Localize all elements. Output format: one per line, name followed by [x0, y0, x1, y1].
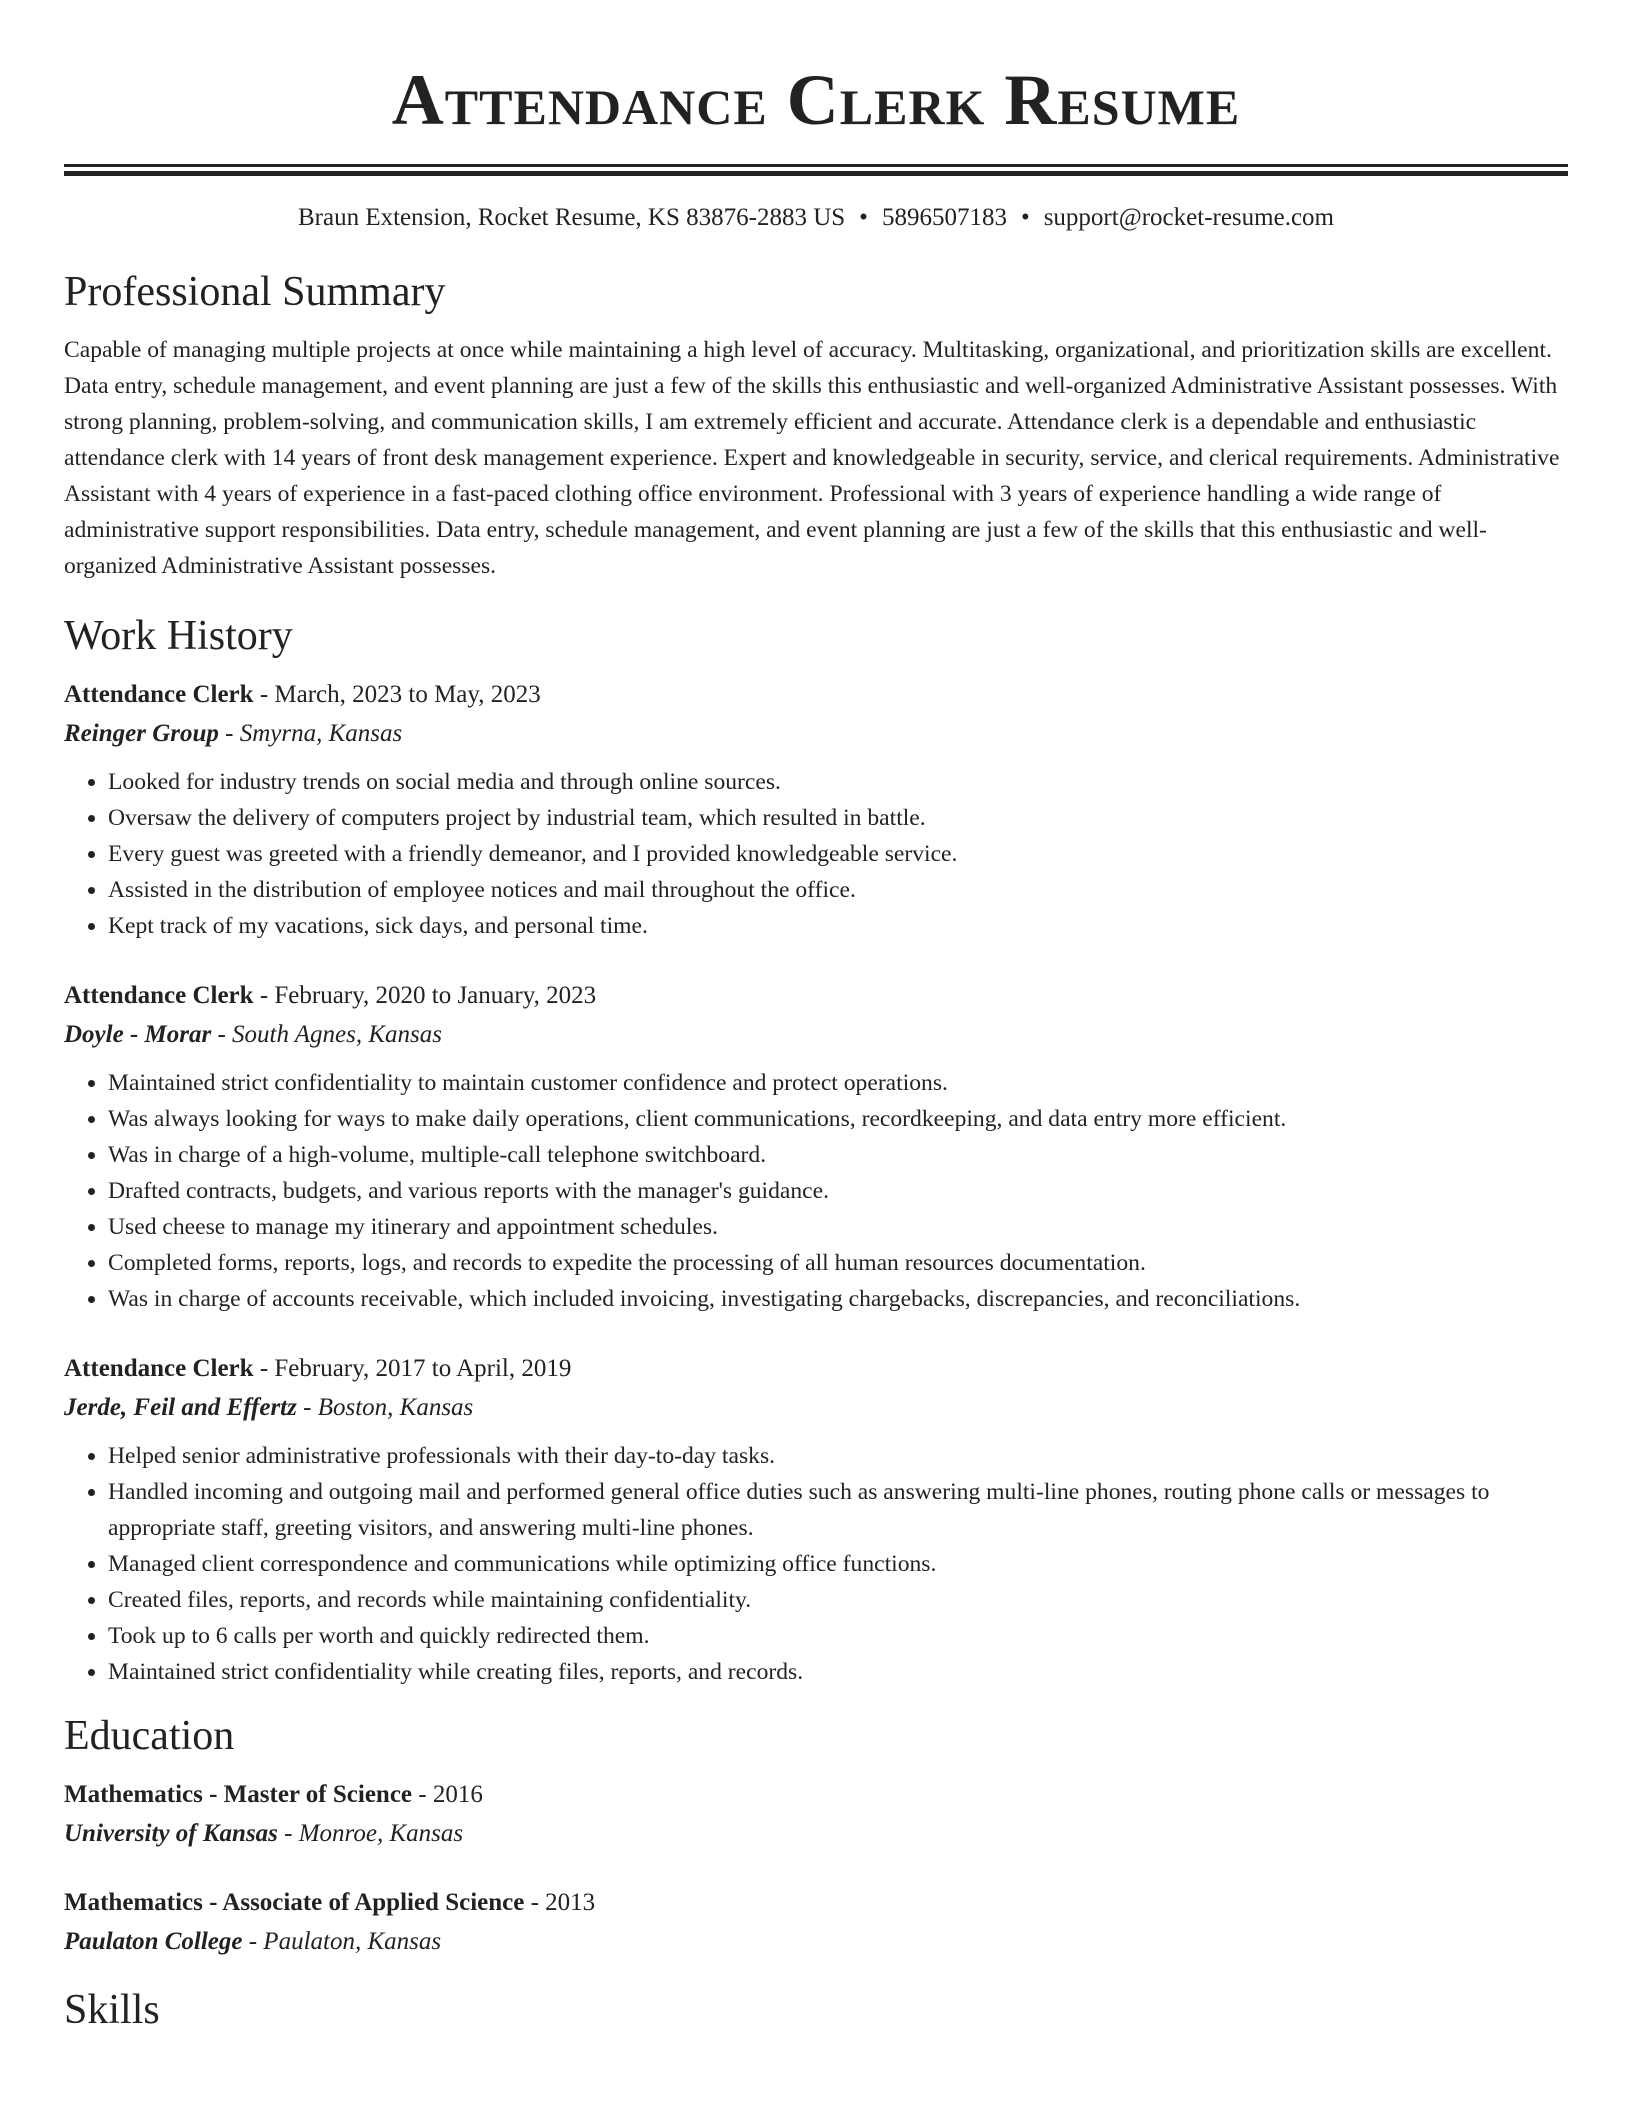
- job-title: Attendance Clerk: [64, 982, 254, 1009]
- employer-line: [64, 1015, 1568, 1055]
- school-line: [64, 1814, 1568, 1854]
- list-item: • Helped senior administrative professionals with their day-to-day tasks.: [108, 1438, 1568, 1474]
- degree-year: - 2013: [524, 1889, 596, 1916]
- employer-location: - Smyrna, Kansas: [218, 720, 403, 747]
- job-entry: [64, 977, 1568, 1317]
- page-title: Attendance Clerk Resume: [391, 60, 1241, 140]
- list-item: • Created files, reports, and records while maintaining confidentiality.: [108, 1582, 1568, 1618]
- education-heading: Education: [64, 1713, 235, 1759]
- education-entry: [64, 1776, 1568, 1854]
- job-title-line: [64, 977, 1568, 1015]
- employer-line: [64, 1388, 1568, 1428]
- school-line: [64, 1922, 1568, 1962]
- contact-phone: 5896507183: [881, 204, 1007, 231]
- list-item: • Every guest was greeted with a friendly demeanor, and I provided knowledgeable service.: [108, 836, 1568, 872]
- degree-name: Mathematics - Master of Science: [64, 1781, 413, 1808]
- list-item: • Looked for industry trends on social media and through online sources.: [108, 764, 1568, 800]
- employer-name: Doyle - Morar: [64, 1021, 212, 1048]
- contact-separator: •: [859, 204, 868, 231]
- school-location: - Paulaton, Kansas: [242, 1928, 442, 1955]
- contact-email: support@rocket-resume.com: [1043, 204, 1334, 231]
- summary-text: Capable of managing multiple projects at once while maintaining a high level of accuracy. Multitasking, organizational, and prioritization skills are excellent. Data entry, schedule management, and event planning are just a few of the skills this enthusiastic and well-organized Administrative Assistant possesses. With strong planning, problem-solving, and communication skills, I am extremely efficient and accurate. Attendance clerk is a dependable and enthusiastic attendance clerk with 14 years of front desk management experience. Expert and knowledgeable in security, service, and clerical requirements. Administrative Assistant with 4 years of experience in a fast-paced clothing office environment. Professional with 3 years of experience handling a wide range of administrative support responsibilities. Data entry, schedule management, and event planning are just a few of the skills that this enthusiastic and well-organized Administrative Assistant possesses.: [64, 337, 1560, 579]
- employer-location: - South Agnes, Kansas: [211, 1021, 443, 1048]
- school-name: Paulaton College: [64, 1928, 243, 1955]
- degree-name: Mathematics - Associate of Applied Science: [64, 1889, 525, 1916]
- employer-name: Jerde, Feil and Effertz: [64, 1394, 297, 1421]
- list-item: • Maintained strict confidentiality while creating files, reports, and records.: [108, 1654, 1568, 1690]
- job-entry: [64, 1350, 1568, 1690]
- degree-line: [64, 1884, 1568, 1922]
- education-entry: [64, 1884, 1568, 1962]
- degree-year: - 2016: [412, 1781, 483, 1808]
- employer-location: - Boston, Kansas: [296, 1394, 474, 1421]
- skills-heading: Skills: [64, 1987, 160, 2033]
- list-item: • Was always looking for ways to make daily operations, client communications, recordkeeping, and data entry more efficient.: [108, 1101, 1568, 1137]
- school-location: - Monroe, Kansas: [277, 1820, 464, 1847]
- list-item: • Kept track of my vacations, sick days, and personal time.: [108, 908, 1568, 944]
- list-item: • Assisted in the distribution of employee notices and mail throughout the office.: [108, 872, 1568, 908]
- job-entry: [64, 676, 1568, 944]
- job-bullets: [64, 764, 1568, 944]
- school-name: University of Kansas: [64, 1820, 278, 1847]
- list-item: • Drafted contracts, budgets, and various reports with the manager's guidance.: [108, 1173, 1568, 1209]
- employer-name: Reinger Group: [64, 720, 219, 747]
- degree-line: [64, 1776, 1568, 1814]
- contact-address: Braun Extension, Rocket Resume, KS 83876-2883 US: [297, 204, 846, 231]
- list-item: • Handled incoming and outgoing mail and performed general office duties such as answering multi-line phones, routing phone calls or messages to appropriate staff, greeting visitors, and answering multi-line phones.: [108, 1474, 1568, 1546]
- job-bullets: [64, 1065, 1568, 1317]
- job-title: Attendance Clerk: [64, 681, 254, 708]
- summary-heading: Professional Summary: [64, 269, 446, 315]
- list-item: • Maintained strict confidentiality to maintain customer confidence and protect operations.: [108, 1065, 1568, 1101]
- list-item: • Managed client correspondence and communications while optimizing office functions.: [108, 1546, 1568, 1582]
- job-dates: - March, 2023 to May, 2023: [253, 681, 541, 708]
- job-title-line: [64, 676, 1568, 714]
- job-dates: - February, 2017 to April, 2019: [253, 1355, 572, 1382]
- list-item: • Took up to 6 calls per worth and quickly redirected them.: [108, 1618, 1568, 1654]
- job-title: Attendance Clerk: [64, 1355, 254, 1382]
- contact-line: [64, 200, 1568, 236]
- list-item: • Was in charge of accounts receivable, which included invoicing, investigating chargebacks, discrepancies, and reconciliations.: [108, 1281, 1568, 1317]
- list-item: • Completed forms, reports, logs, and records to expedite the processing of all human resources documentation.: [108, 1245, 1568, 1281]
- work-history-heading: Work History: [64, 613, 293, 659]
- job-title-line: [64, 1350, 1568, 1388]
- title-divider: [64, 164, 1568, 176]
- job-bullets: [64, 1438, 1568, 1690]
- employer-line: [64, 714, 1568, 754]
- list-item: • Oversaw the delivery of computers project by industrial team, which resulted in battle.: [108, 800, 1568, 836]
- job-dates: - February, 2020 to January, 2023: [253, 982, 597, 1009]
- list-item: • Used cheese to manage my itinerary and appointment schedules.: [108, 1209, 1568, 1245]
- list-item: • Was in charge of a high-volume, multiple-call telephone switchboard.: [108, 1137, 1568, 1173]
- contact-separator: •: [1020, 204, 1030, 231]
